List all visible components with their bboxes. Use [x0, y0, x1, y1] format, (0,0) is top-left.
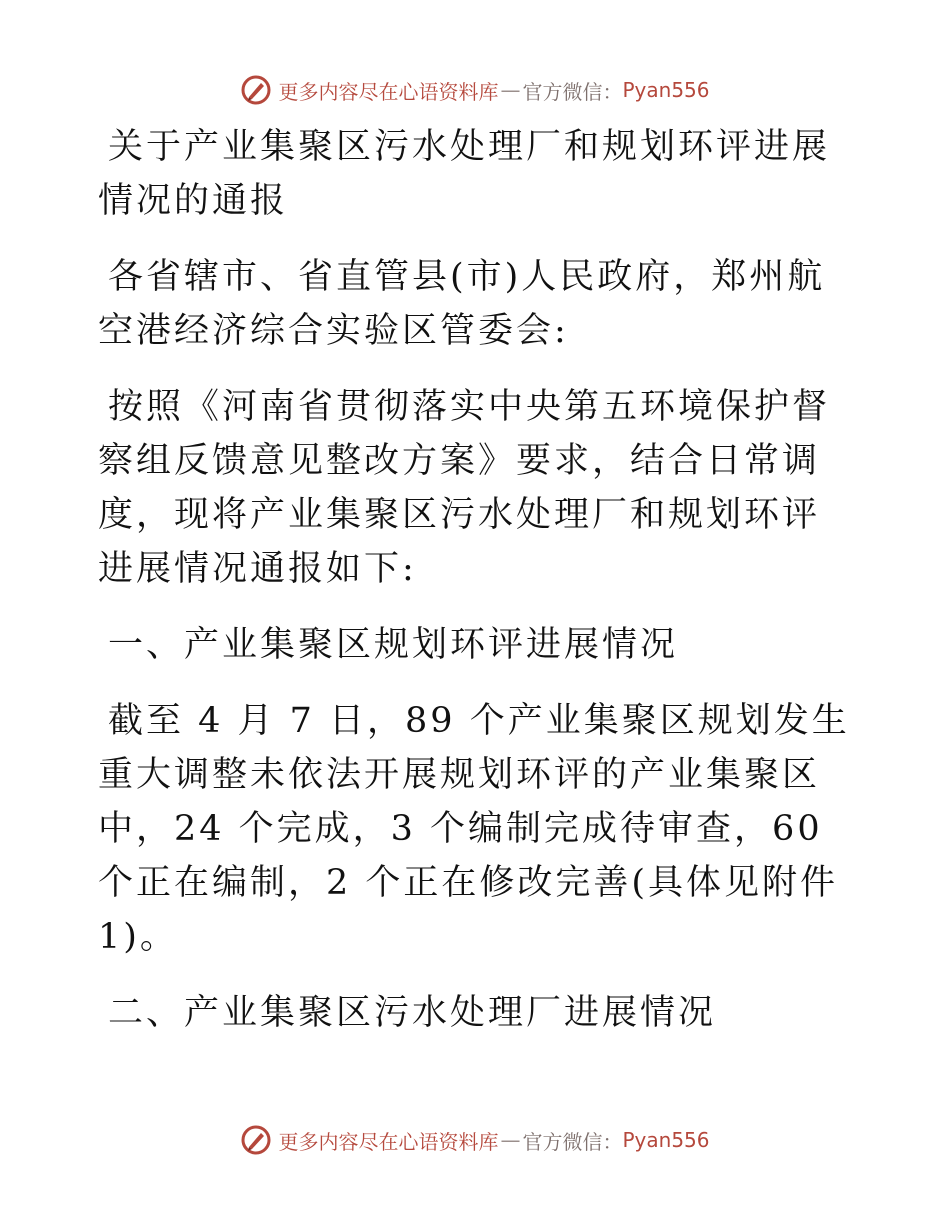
- watermark-wechat-id: Pyan556: [622, 1128, 710, 1152]
- watermark-footer: [0, 1120, 950, 1160]
- document-title: 关于产业集聚区污水处理厂和规划环评进展情况的通报: [98, 127, 831, 221]
- pen-logo-icon: [240, 1124, 272, 1156]
- watermark-wechat-id: Pyan556: [622, 78, 710, 102]
- watermark-sub-text: 官方微信：: [522, 79, 623, 104]
- watermark-separator: —: [500, 78, 521, 102]
- document-intro: 按照《河南省贯彻落实中央第五环境保护督察组反馈意见整改方案》要求，结合日常调度，现将产业集聚区污水处理厂和规划环评进展情况通报如下:: [98, 387, 831, 589]
- section-1-body: 截至 4 月 7 日，89 个产业集聚区规划发生重大调整未依法开展规划环评的产业集聚区中，24 个完成，3 个编制完成待审查，60 个正在编制，2 个正在修改完善(具体见附件 1)。: [98, 701, 850, 957]
- pen-logo-icon: [240, 74, 272, 106]
- watermark-separator: —: [500, 1128, 521, 1152]
- watermark-sub-text: 官方微信：: [522, 1129, 623, 1154]
- section-2-heading: 二、产业集聚区污水处理厂进展情况: [108, 993, 717, 1033]
- watermark-main-text: 更多内容尽在心语资料库: [278, 79, 499, 104]
- watermark-header: [0, 70, 950, 110]
- document-addressee: 各省辖市、省直管县(市)人民政府，郑州航空港经济综合实验区管委会:: [98, 257, 826, 351]
- document-body: [98, 120, 850, 1040]
- section-1-heading: 一、产业集聚区规划环评进展情况: [108, 625, 679, 665]
- watermark-main-text: 更多内容尽在心语资料库: [278, 1129, 499, 1154]
